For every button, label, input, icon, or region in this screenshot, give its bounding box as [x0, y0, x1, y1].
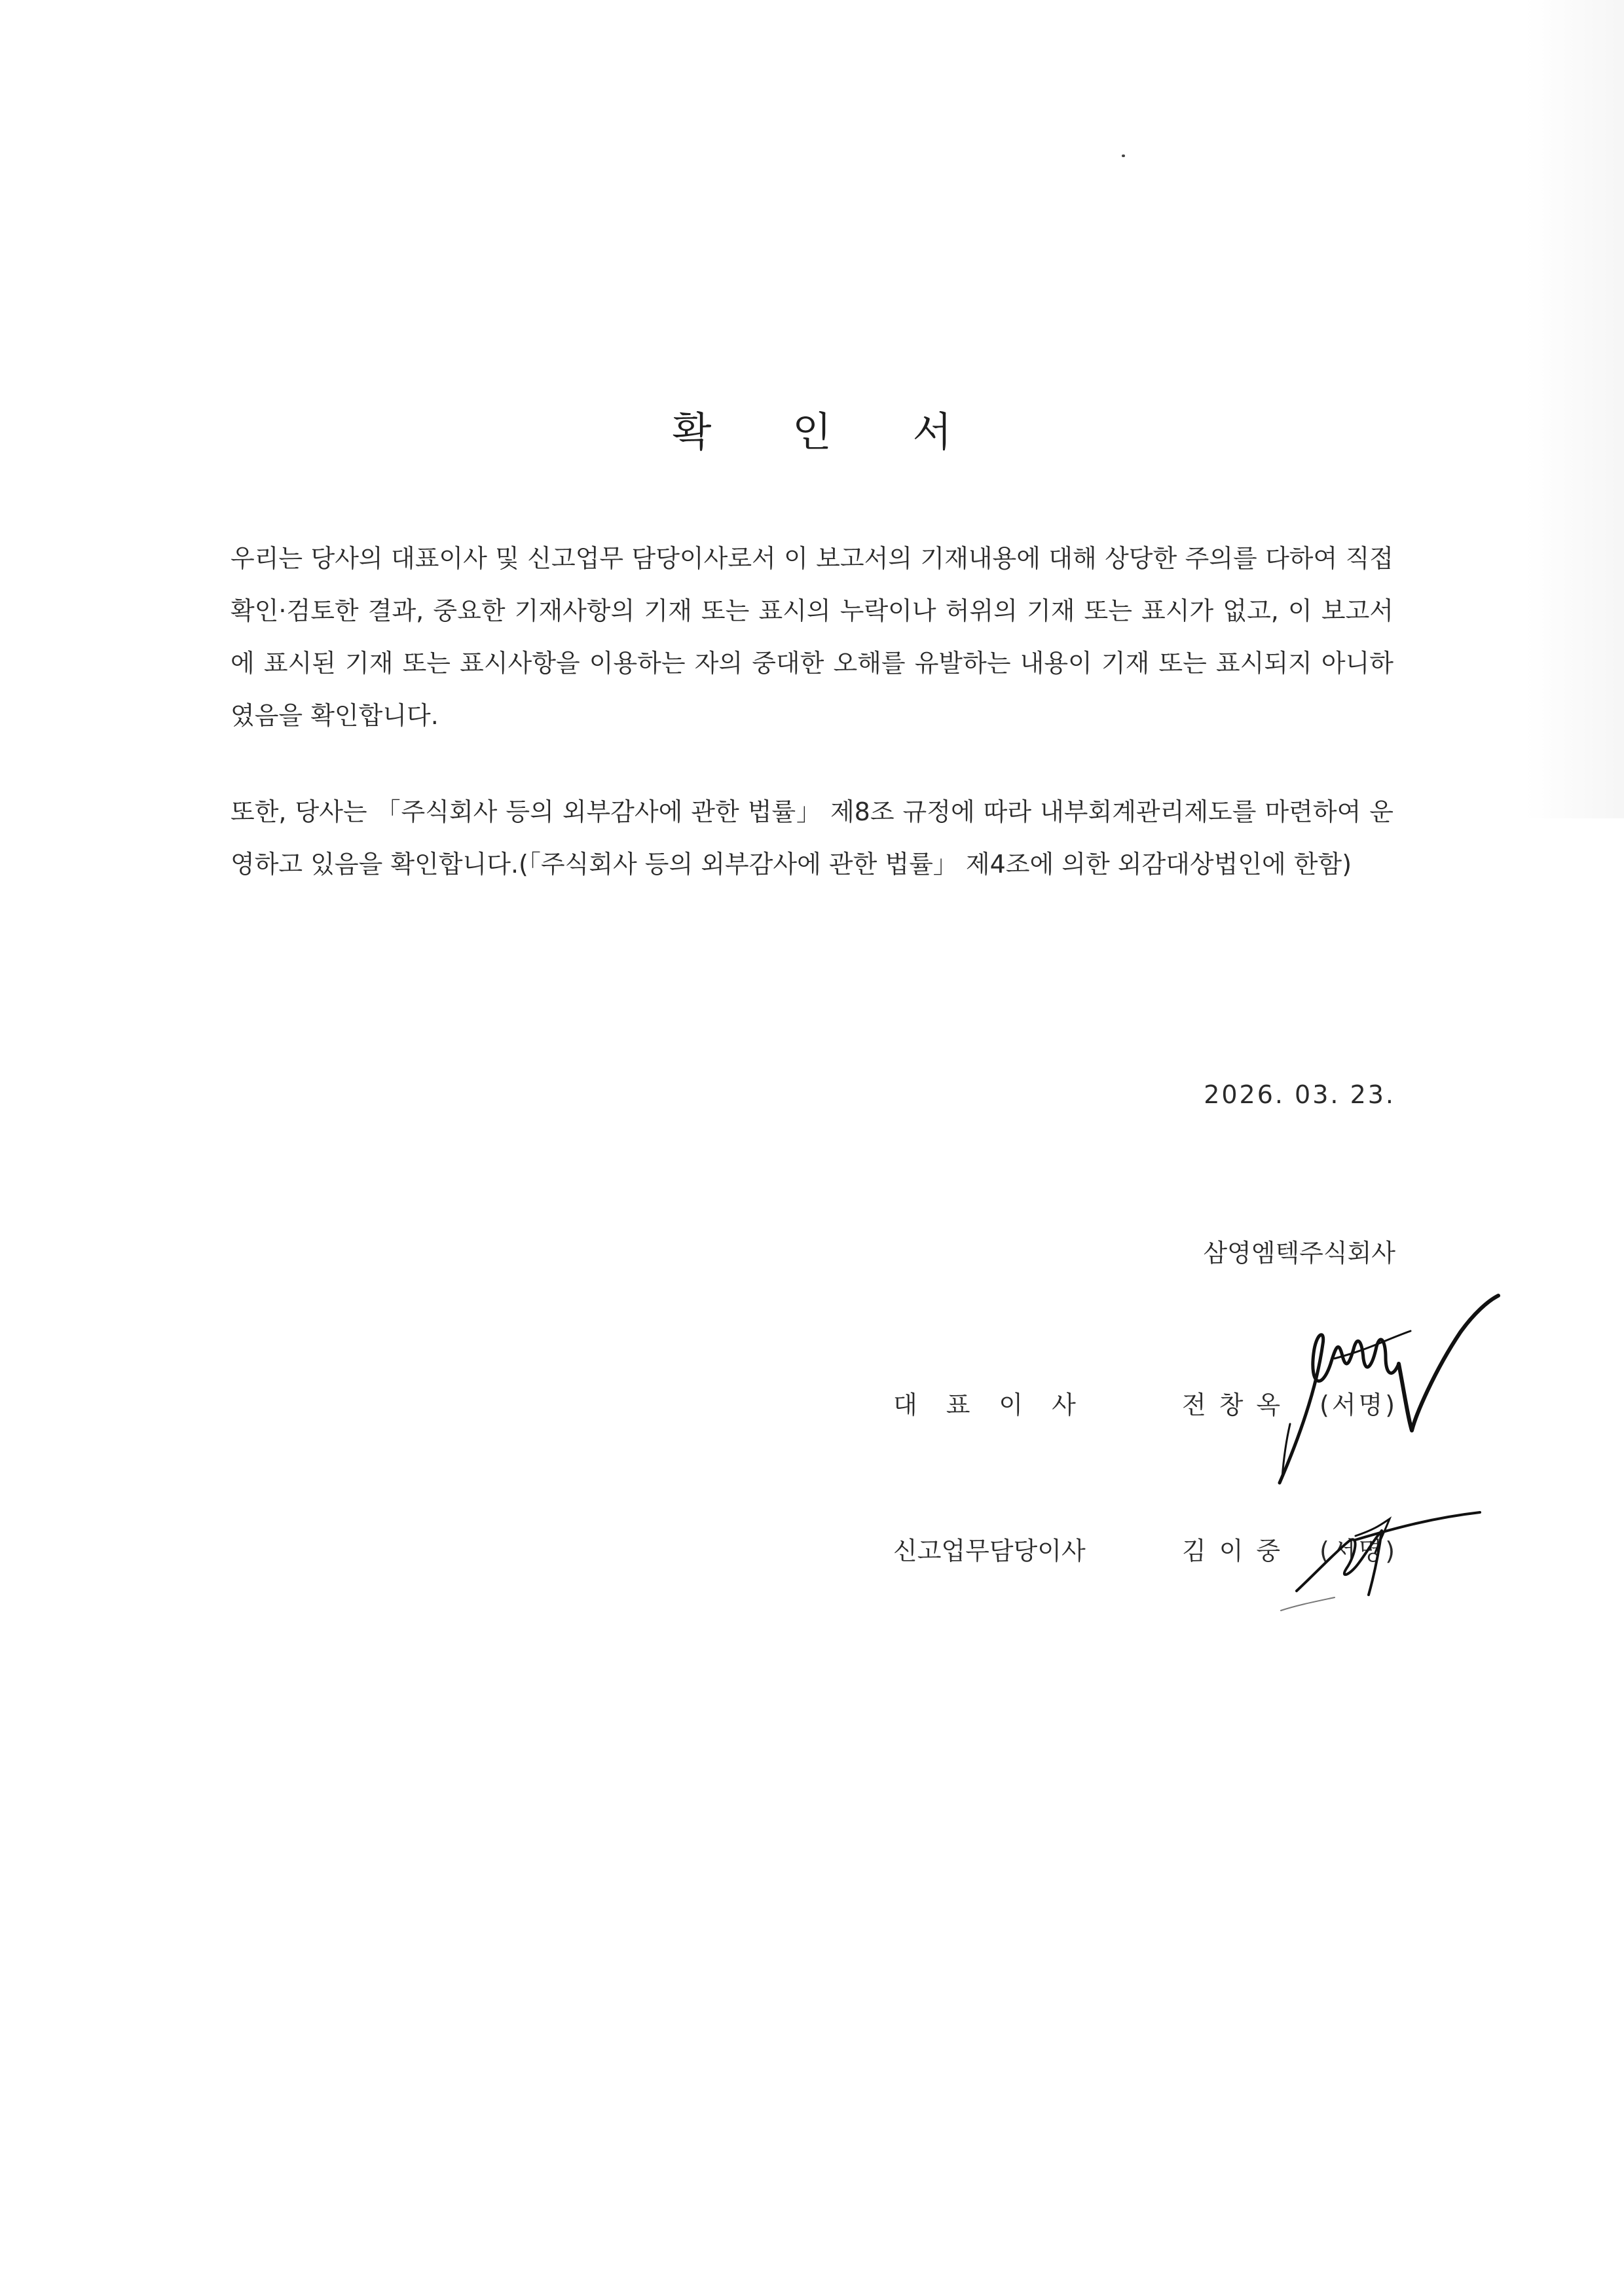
document-date: 2026. 03. 23. [1204, 1080, 1395, 1109]
company-name: 삼영엠텍주식회사 [1203, 1239, 1395, 1267]
signature-mark-label: (서명) [1320, 1537, 1398, 1565]
signatory-name: 김이중 [1182, 1537, 1294, 1565]
confirmation-paragraph: 우리는 당사의 대표이사 및 신고업무 담당이사로서 이 보고서의 기재내용에 대해 상당한 주의를 다하여 직접 확인·검토한 결과, 중요한 기재사항의 기재 또는 표시의 누락이나 허위의 기재 또는 표시가 없고, 이 보고서에 표시된 기재 또는 표시사항을 이용하는 자의 중대한 오해를 유발하는 내용이 기재 또는 표시되지 아니하였음을 확인합니다. [231, 544, 1393, 730]
internal-control-paragraph: 또한, 당사는 「주식회사 등의 외부감사에 관한 법률」 제8조 규정에 따라 내부회계관리제도를 마련하여 운영하고 있음을 확인합니다.(「주식회사 등의 외부감사에 관한 법률」 제4조에 의한 외감대상법인에 한함) [231, 797, 1393, 879]
signatory-role: 대표이사 [893, 1391, 1105, 1419]
signatory-name: 전창옥 [1182, 1391, 1294, 1419]
signatory-role: 신고업무담당이사 [893, 1537, 1086, 1565]
director-signature [1277, 1493, 1500, 1624]
document-title: 확 인 서 [672, 408, 986, 456]
scan-speck [1122, 155, 1125, 157]
ceo-signature [1270, 1293, 1506, 1489]
signature-mark-label: (서명) [1320, 1391, 1398, 1419]
